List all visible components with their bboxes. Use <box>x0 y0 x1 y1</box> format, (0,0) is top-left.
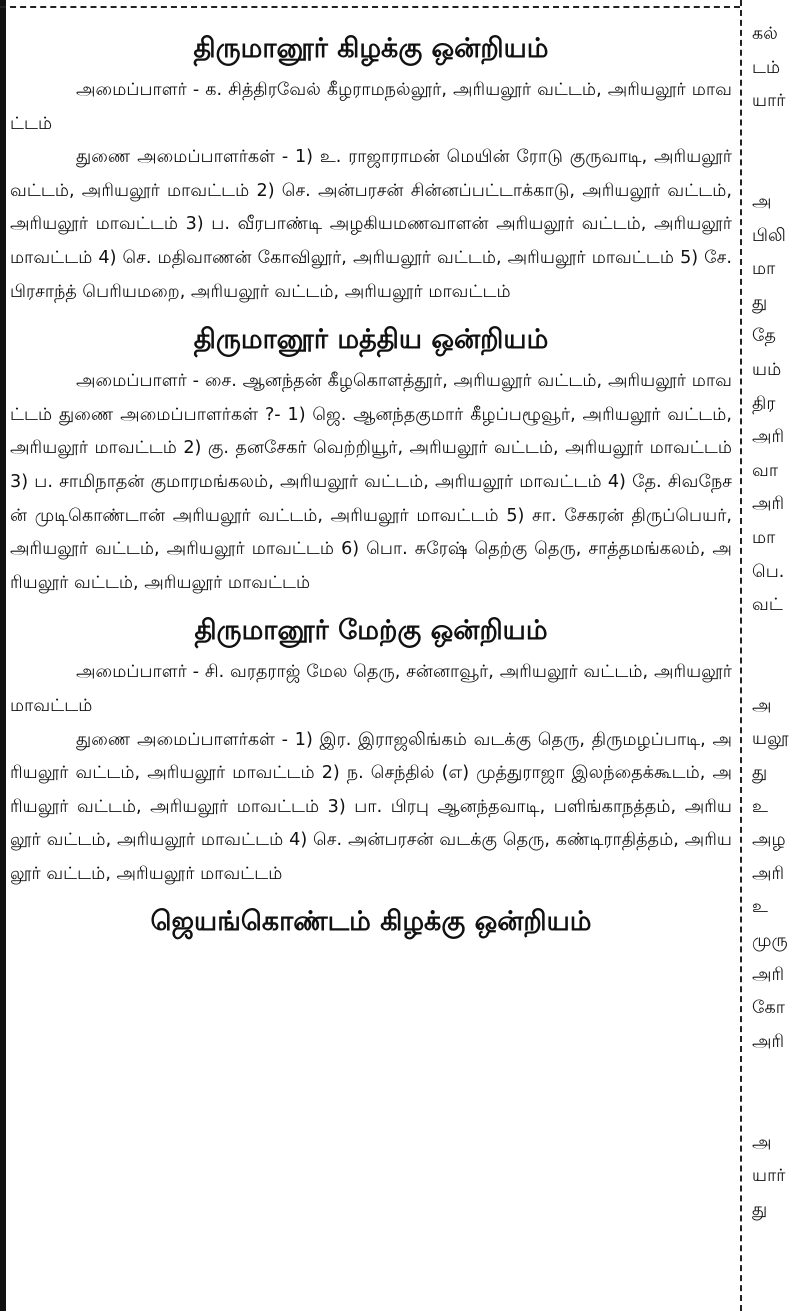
right-column-line: அ <box>752 1132 772 1153</box>
right-column-line: து <box>752 292 768 313</box>
section-heading: திருமானூர் கிழக்கு ஒன்றியம் <box>193 33 549 64</box>
right-column-line: அ <box>752 695 772 716</box>
right-column-line: தே <box>752 326 776 347</box>
right-column-line: வட் <box>752 595 783 616</box>
right-column-line: அரி <box>752 1031 785 1052</box>
right-column-line: அரி <box>752 427 785 448</box>
right-column-line: யார் <box>752 91 786 112</box>
right-column-line: அரி <box>752 964 785 985</box>
right-column-line: அழ <box>752 830 786 851</box>
right-column-line: யார் <box>752 1166 786 1187</box>
right-column-line: அரி <box>752 494 785 515</box>
right-column-line: மா <box>752 527 776 548</box>
right-column-line: வா <box>752 460 779 481</box>
right-column-line: யம் <box>752 359 782 380</box>
organizer-paragraph: அமைப்பாளர் - க. சித்திரவேல் கீழராமநல்லூர், அரியலூர் வட்டம், அரியலூர் மாவட்டம் <box>10 80 732 134</box>
right-column-line <box>752 152 800 186</box>
right-column-line <box>752 1093 800 1127</box>
right-column-line <box>752 1059 800 1093</box>
right-column-line: உ <box>752 897 768 918</box>
left-border <box>0 0 6 1311</box>
right-column-line: அ <box>752 191 772 212</box>
right-column-line: உ <box>752 796 768 817</box>
right-column-line: பிலி <box>752 225 786 246</box>
section-heading: ஜெயங்கொண்டம் கிழக்கு ஒன்றியம் <box>150 906 592 938</box>
right-column-line <box>752 656 800 690</box>
right-column-fragments <box>752 18 800 1227</box>
section-central <box>10 319 732 600</box>
right-column-line <box>752 119 800 153</box>
organizer-paragraph: அமைப்பாளர் - சை. ஆனந்தன் கீழகொளத்தூர், அரியலூர் வட்டம், அரியலூர் மாவட்டம் துணை அமைப்பாளர்கள் ?- 1) ஜெ. ஆனந்தகுமார் கீழப்பழூவூர், அரியலூர் வட்டம், அரியலூர் மாவட்டம் 2) கு. தனசேகர் வெற்றியூர், அரியலூர் வட்டம், அரியலூர் மாவட்டம் 3) ப. சாமிநாதன் குமாரமங்கலம், அரியலூர் வட்டம், அரியலூர் மாவட்டம் 4) தே. சிவநேசன் முடிகொண்டான் அரியலூர் வட்டம், அரியலூர் மாவட்டம் 5) சா. சேகரன் திருப்பெயர், அரியலூர் வட்டம், அரியலூர் மாவட்டம் 6) பொ. சுரேஷ் தெற்கு தெரு, சாத்தமங்கலம், அரியலூர் வட்டம், அரியலூர் மாவட்டம் <box>10 371 732 593</box>
column-divider <box>740 0 742 1311</box>
deputy-organizers-paragraph: துணை அமைப்பாளர்கள் - 1) இர. இராஜலிங்கம் வடக்கு தெரு, திருமழப்பாடி, அரியலூர் வட்டம், அரியலூர் மாவட்டம் 2) ந. செந்தில் (எ) முத்துராஜா இலந்தைக்கூடம், அரியலூர் வட்டம், அரியலூர் மாவட்டம் 3) பா. பிரபு ஆனந்தவாடி, பளிங்காநத்தம், அரியலூர் வட்டம், அரியலூர் மாவட்டம் 4) செ. அன்பரசன் வடக்கு தெரு, கண்டிராதித்தம், அரியலூர் வட்டம், அரியலூர் மாவட்டம் <box>10 729 732 884</box>
right-column-line <box>752 623 800 657</box>
right-column-line: து <box>752 1199 768 1220</box>
section-west <box>10 610 732 891</box>
section-heading: திருமானூர் மத்திய ஒன்றியம் <box>193 324 549 356</box>
section-heading: திருமானூர் மேற்கு ஒன்றியம் <box>194 615 548 647</box>
organizer-paragraph: அமைப்பாளர் - சி. வரதராஜ் மேல தெரு, சன்னாவூர், அரியலூர் வட்டம், அரியலூர் மாவட்டம் <box>10 662 732 716</box>
section-jayankondam-east <box>10 901 732 943</box>
right-column-line: அரி <box>752 863 785 884</box>
right-column-line: யலூ <box>752 729 789 750</box>
top-divider <box>0 6 740 8</box>
right-column-line: திர <box>752 393 776 414</box>
right-column-line: பெ. <box>752 561 785 582</box>
right-column-line: கோ <box>752 998 785 1019</box>
right-column-line: முரு <box>752 931 788 952</box>
right-column-line: மா <box>752 259 776 280</box>
main-column <box>10 18 732 947</box>
deputy-organizers-paragraph: துணை அமைப்பாளர்கள் - 1) உ. ராஜாராமன் மெயின் ரோடு குருவாடி, அரியலூர் வட்டம், அரியலூர் மாவட்டம் 2) செ. அன்பரசன் சின்னப்பட்டாக்காடு, அரியலூர் வட்டம், அரியலூர் மாவட்டம் 3) ப. வீரபாண்டி அழகியமணவாளன் அரியலூர் வட்டம், அரியலூர் மாவட்டம் 4) செ. மதிவாணன் கோவிலூர், அரியலூர் வட்டம், அரியலூர் மாவட்டம் 5) சே. பிரசாந்த் பெரியமறை, அரியலூர் வட்டம், அரியலூர் மாவட்டம் <box>10 147 732 302</box>
right-column-line: து <box>752 763 768 784</box>
right-column-line: கல் <box>752 24 778 44</box>
section-east <box>10 28 732 309</box>
right-column-line: டம் <box>752 57 781 78</box>
